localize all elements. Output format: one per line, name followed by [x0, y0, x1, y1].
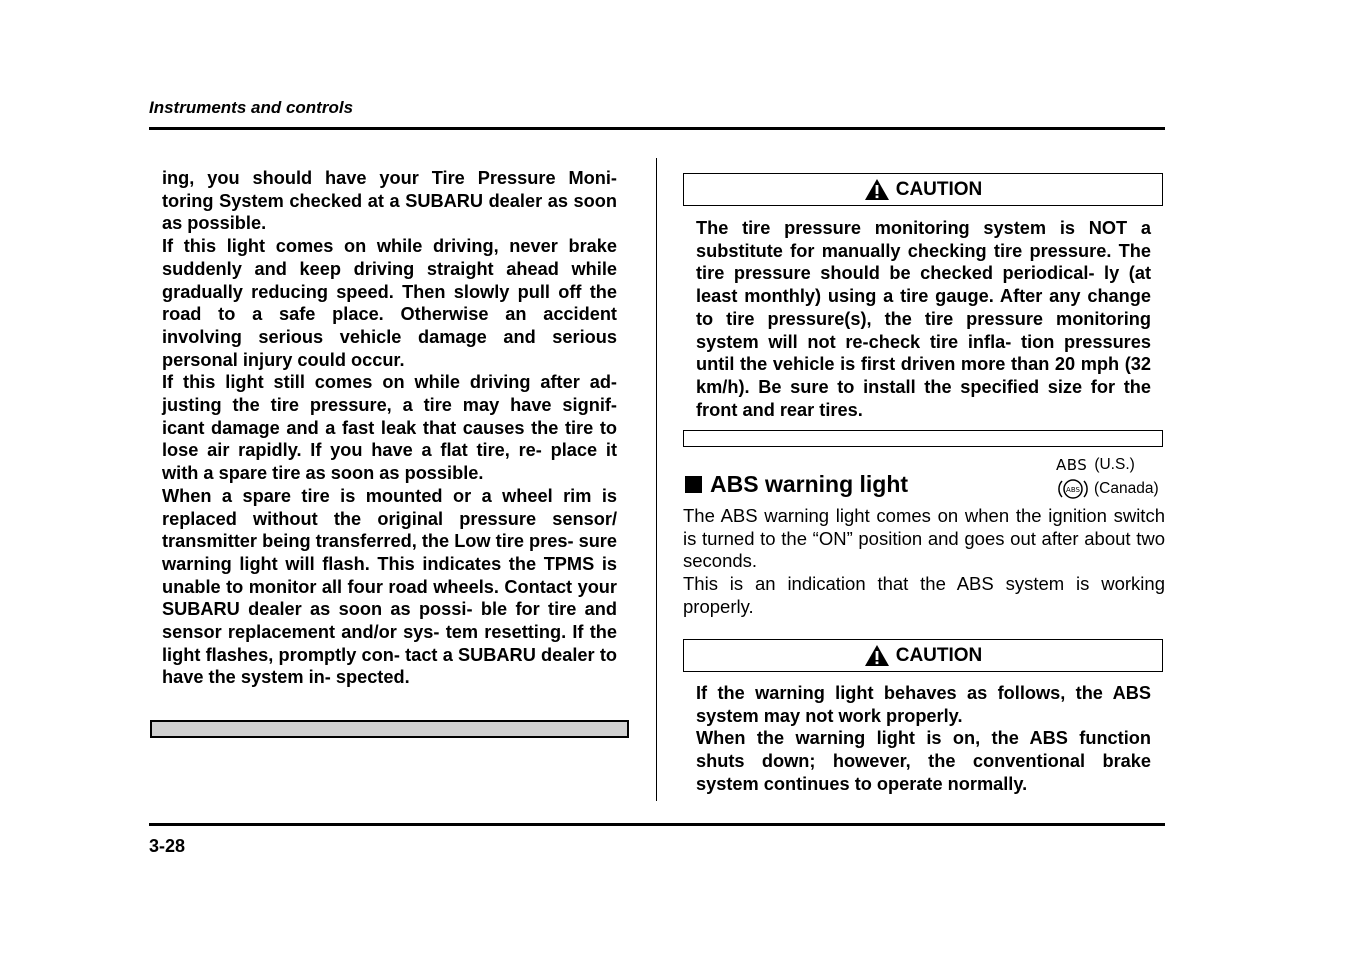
paragraph: The ABS warning light comes on when the ignition switch is turned to the “ON” position and goes out after about two seconds.: [683, 505, 1165, 572]
indicator-region: (U.S.): [1094, 456, 1135, 473]
caution-text: [696, 217, 1151, 421]
column-divider: [656, 158, 657, 801]
caution-paragraph: The tire pressure monitoring system is NOT a substitute for manually checking tire pressure. The tire pressure should be checked periodical- ly (at least monthly) using a tire gauge. After any change to tire pressure(s), the tire pressure monitoring system will not re-check tire infla- tion pressures until the vehicle is first driven more than 20 mph (32 km/h). Be sure to install the specified size for the front and rear tires.: [696, 218, 1151, 420]
paragraph: This is an indication that the ABS system is working properly.: [683, 573, 1165, 617]
warning-triangle-icon: [864, 178, 890, 201]
abs-description: [683, 505, 1165, 619]
square-bullet-icon: [685, 476, 702, 493]
caution-header: [683, 173, 1163, 206]
caution-paragraph: When the warning light is on, the ABS function shuts down; however, the conventional brake system continues to operate normally.: [696, 728, 1151, 794]
indicator-region: (Canada): [1094, 480, 1159, 497]
heading-text: ABS warning light: [710, 471, 909, 497]
caution-label: CAUTION: [895, 178, 983, 200]
abs-text-icon: ABS: [1056, 456, 1088, 474]
paragraph: If this light still comes on while driving after ad- justing the tire pressure, a tire may have signif- icant damage and a fast leak that causes the tire to lose air rapidly. If you have a flat tire, re- place it with a spare tire as soon as possible.: [162, 372, 617, 484]
paragraph: If this light comes on while driving, never brake suddenly and keep driving straight ahead while gradually reducing speed. Then slowly pull off the road to a safe place. Otherwise an accident involving serious vehicle damage and serious personal injury could occur.: [162, 236, 617, 370]
indicator-canada: [1056, 477, 1159, 501]
caution-end-bar: [683, 430, 1163, 447]
caution-header: [683, 639, 1163, 672]
left-column: [162, 167, 617, 689]
warning-triangle-icon: [864, 644, 890, 667]
section-title: Instruments and controls: [149, 98, 354, 117]
paragraph: When a spare tire is mounted or a wheel rim is replaced without the original pressure sensor/ transmitter being transferred, the Low tire pres- sure warning light will flash. This indicates the TPMS is unable to monitor all four road wheels. Contact your SUBARU dealer as soon as possi- ble for tire and sensor replacement and/or sys- tem resetting. If the light flashes, promptly con- tact a SUBARU dealer to have the system in- spected.: [162, 485, 617, 688]
indicator-us: [1056, 456, 1135, 474]
page-number: 3-28: [149, 836, 186, 856]
warning-end-bar: [150, 720, 629, 738]
caution-label: CAUTION: [895, 644, 983, 666]
abs-circle-icon: [1056, 477, 1090, 501]
caution-paragraph: If the warning light behaves as follows, the ABS system may not work properly.: [696, 683, 1151, 726]
caution-text: [696, 682, 1151, 796]
paragraph: ing, you should have your Tire Pressure Moni- toring System checked at a SUBARU dealer as soon as possible.: [162, 168, 617, 234]
section-heading: [685, 471, 908, 498]
abs-circle-label: ABS: [1066, 486, 1080, 494]
header-rule: [149, 127, 1165, 130]
footer-rule: [149, 823, 1165, 826]
